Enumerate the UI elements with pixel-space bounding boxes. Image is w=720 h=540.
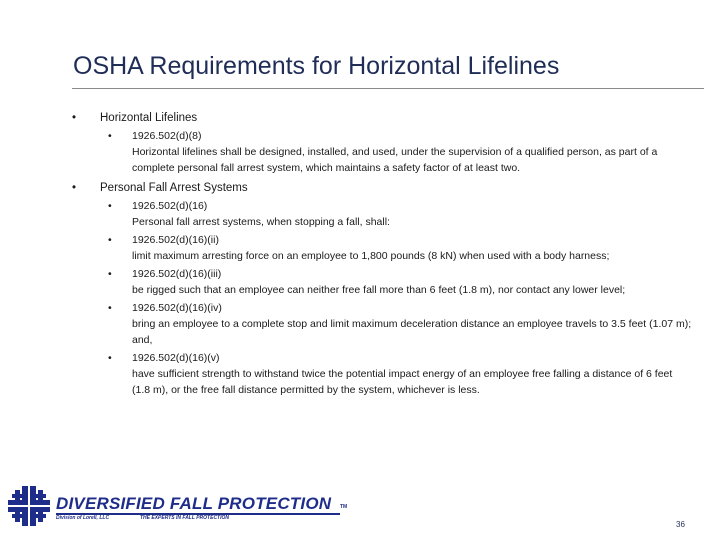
regulation-code: 1926.502(d)(16)(iii) — [132, 268, 222, 280]
regulation-text: limit maximum arresting force on an employee to 1,800 pounds (8 kN) when used with a body harness; — [132, 250, 610, 262]
regulation-text: bring an employee to a complete stop and limit maximum deceleration distance an employee travels to 3.5 feet (1.07 m); and, — [132, 318, 692, 346]
regulation-text: Horizontal lifelines shall be designed, installed, and used, under the supervision of a qualified person, as part of a complete personal fall arrest system, which maintains a safety factor of at least two. — [132, 146, 658, 174]
regulation-code: 1926.502(d)(16)(v) — [132, 352, 220, 364]
title-divider — [72, 88, 704, 89]
list-item — [108, 128, 692, 176]
list-item — [108, 300, 692, 348]
list-item — [108, 198, 692, 230]
list-item — [108, 266, 692, 298]
section-personal-fall-arrest — [72, 180, 720, 196]
division-text: Division of Lorell, LLC — [56, 515, 110, 521]
slide-title: OSHA Requirements for Horizontal Lifelines — [73, 52, 560, 80]
slide-content — [0, 108, 720, 398]
company-logo-icon — [8, 486, 50, 526]
trademark: TM — [340, 504, 348, 510]
tagline: THE EXPERTS IN FALL PROTECTION — [140, 515, 229, 521]
regulation-code: 1926.502(d)(16)(ii) — [132, 234, 219, 246]
bullet: • — [108, 234, 112, 246]
bullet: • — [108, 130, 112, 142]
list-item — [108, 350, 692, 398]
bullet: • — [108, 268, 112, 280]
regulation-text: have sufficient strength to withstand twice the potential impact energy of an employee free falling a distance of 6 feet (1.8 m), or the free fall distance permitted by the system, whichever is less. — [132, 368, 673, 396]
regulation-text: be rigged such that an employee can neither free fall more than 6 feet (1.8 m), nor contact any lower level; — [132, 284, 626, 296]
section-label: Personal Fall Arrest Systems — [100, 182, 248, 194]
bullet: • — [108, 200, 112, 212]
regulation-code: 1926.502(d)(8) — [132, 130, 202, 142]
bullet: • — [108, 352, 112, 364]
bullet: • — [72, 112, 77, 124]
regulation-text: Personal fall arrest systems, when stopping a fall, shall: — [132, 216, 390, 228]
list-item — [108, 232, 692, 264]
regulation-code: 1926.502(d)(16)(iv) — [132, 302, 222, 314]
page-number: 36 — [676, 520, 685, 529]
bullet: • — [72, 182, 77, 194]
bullet: • — [108, 302, 112, 314]
brand-name: DIVERSIFIED FALL PROTECTION — [56, 494, 332, 513]
regulation-code: 1926.502(d)(16) — [132, 200, 208, 212]
section-label: Horizontal Lifelines — [100, 112, 198, 124]
section-horizontal-lifelines — [72, 110, 720, 126]
